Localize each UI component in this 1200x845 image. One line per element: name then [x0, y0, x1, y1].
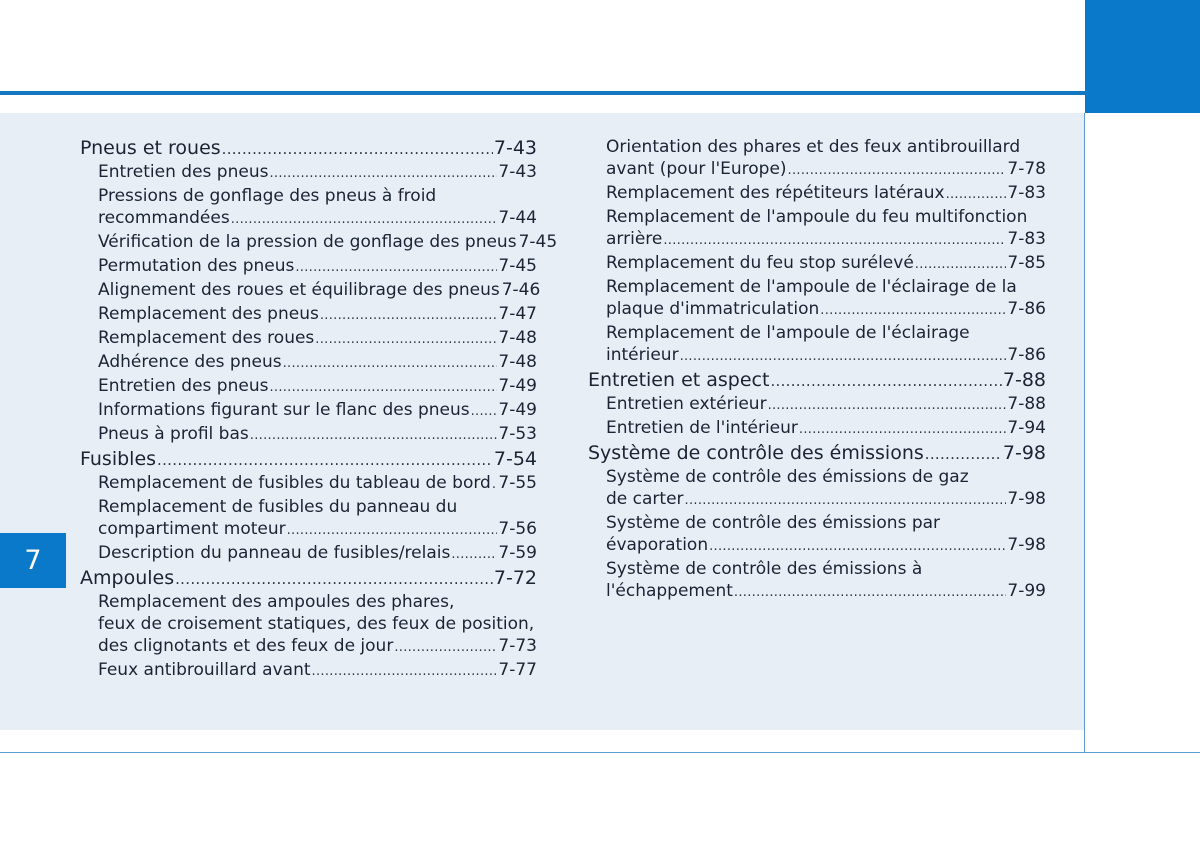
toc-entry-text-line: Remplacement de fusibles du panneau du — [98, 497, 458, 517]
chapter-number: 7 — [24, 545, 42, 576]
toc-entry-title: l'échappement — [606, 581, 733, 601]
toc-subentry[interactable] — [588, 206, 1046, 252]
dot-leader — [471, 401, 498, 423]
toc-subentry[interactable] — [80, 255, 537, 279]
dot-leader — [175, 567, 493, 591]
toc-entry-title: Fusibles — [80, 448, 157, 470]
toc-entry-row — [80, 447, 537, 472]
dot-leader — [946, 184, 1007, 206]
toc-entry-row — [606, 228, 1046, 252]
toc-subentry[interactable] — [80, 303, 537, 327]
toc-page-number: 7-45 — [498, 256, 537, 276]
toc-subentry[interactable] — [80, 496, 537, 542]
toc-subentry[interactable] — [588, 558, 1046, 604]
toc-entry-row — [80, 566, 537, 591]
dot-leader — [320, 305, 498, 327]
toc-subentry[interactable] — [588, 417, 1046, 441]
toc-subentry[interactable] — [588, 393, 1046, 417]
toc-entry-row — [606, 393, 1046, 417]
toc-entry-row — [606, 252, 1046, 276]
toc-entry-row — [606, 298, 1046, 322]
toc-entry-row — [98, 375, 537, 399]
toc-page-number: 7-83 — [1007, 229, 1046, 249]
toc-subentry[interactable] — [588, 322, 1046, 368]
toc-entry-text-line: Système de contrôle des émissions de gaz — [606, 467, 969, 487]
toc-section-entry[interactable] — [80, 566, 537, 591]
toc-page-number: 7-49 — [498, 376, 537, 396]
toc-entry-title: Entretien de l'intérieur — [606, 418, 798, 438]
toc-page-number: 7-72 — [493, 567, 537, 589]
toc-page-number: 7-59 — [498, 543, 537, 563]
toc-entry-text-line: feux de croisement statiques, des feux de position, — [98, 614, 535, 634]
margin-rule — [1084, 113, 1085, 753]
toc-entry-row — [98, 161, 537, 185]
toc-entry-text-line: Système de contrôle des émissions à — [606, 559, 923, 579]
toc-page-number: 7-55 — [498, 473, 537, 493]
toc-entry-title: compartiment moteur — [98, 519, 286, 539]
toc-entry-row — [98, 231, 558, 255]
toc-subentry[interactable] — [80, 399, 537, 423]
toc-entry-title: Entretien des pneus — [98, 376, 269, 396]
toc-entry-title: Remplacement des pneus — [98, 304, 319, 324]
toc-entry-title: Adhérence des pneus — [98, 352, 282, 372]
toc-entry-row — [98, 351, 537, 375]
dot-leader — [820, 300, 1006, 322]
toc-subentry[interactable] — [588, 252, 1046, 276]
header-rule — [0, 91, 1085, 95]
toc-page-number: 7-86 — [1007, 345, 1046, 365]
toc-entry-row — [606, 344, 1046, 368]
toc-entry-title: évaporation — [606, 535, 709, 555]
toc-page-number: 7-78 — [1007, 159, 1046, 179]
toc-entry-text-line: Remplacement de l'ampoule de l'éclairage — [606, 323, 970, 343]
toc-page-number: 7-54 — [493, 448, 537, 470]
dot-leader — [770, 369, 1001, 393]
toc-entry-title: Ampoules — [80, 567, 175, 589]
toc-section-entry[interactable] — [588, 441, 1046, 466]
toc-page-number: 7-94 — [1007, 418, 1046, 438]
toc-page-number: 7-77 — [498, 660, 537, 680]
toc-page-number: 7-56 — [498, 519, 537, 539]
toc-entry-row — [98, 327, 537, 351]
toc-page-number: 7-98 — [1007, 535, 1046, 555]
toc-page-number: 7-83 — [1007, 183, 1046, 203]
dot-leader — [283, 353, 498, 375]
toc-subentry[interactable] — [80, 591, 537, 659]
toc-column-left — [80, 136, 558, 683]
toc-section-entry[interactable] — [588, 368, 1046, 393]
dot-leader — [663, 230, 1006, 252]
toc-subentry[interactable] — [588, 276, 1046, 322]
toc-page-number: 7-53 — [498, 424, 537, 444]
dot-leader — [157, 448, 493, 472]
toc-entry-title: Alignement des roues et équilibrage des pneus — [98, 280, 500, 300]
dot-leader — [915, 254, 1007, 276]
toc-entry-row — [606, 488, 1046, 512]
toc-entry-row — [98, 542, 537, 566]
toc-entry-row — [98, 472, 537, 496]
toc-page-number: 7-45 — [518, 232, 558, 252]
toc-page-number: 7-43 — [498, 162, 537, 182]
toc-entry-title: Système de contrôle des émissions — [588, 442, 924, 464]
dot-leader — [685, 490, 1007, 512]
toc-entry-title: Entretien et aspect — [588, 369, 770, 391]
toc-subentry[interactable] — [80, 185, 537, 231]
toc-entry-row — [606, 158, 1046, 182]
toc-page-number: 7-86 — [1007, 299, 1046, 319]
dot-leader — [768, 395, 1007, 417]
toc-entry-row — [606, 417, 1046, 441]
dot-leader — [269, 377, 497, 399]
toc-page-number: 7-49 — [498, 400, 537, 420]
dot-leader — [315, 329, 497, 351]
toc-subentry[interactable] — [80, 161, 537, 185]
dot-leader — [269, 163, 497, 185]
dot-leader — [451, 544, 497, 566]
toc-section-entry[interactable] — [80, 136, 537, 161]
toc-page-number: 7-47 — [498, 304, 537, 324]
toc-subentry[interactable] — [588, 512, 1046, 558]
toc-page-number: 7-46 — [501, 280, 541, 300]
toc-entry-row — [606, 182, 1046, 206]
footer-rule — [0, 752, 1200, 753]
toc-entry-title: Pneus à profil bas — [98, 424, 249, 444]
toc-page-number: 7-43 — [493, 137, 537, 159]
corner-tab — [1085, 0, 1200, 113]
toc-page-number: 7-99 — [1007, 581, 1046, 601]
toc-entry-row — [606, 534, 1046, 558]
toc-subentry[interactable] — [80, 279, 541, 303]
toc-entry-title: Remplacement du feu stop surélevé — [606, 253, 914, 273]
dot-leader — [709, 536, 1006, 558]
dot-leader — [295, 257, 497, 279]
toc-entry-text-line: Orientation des phares et des feux antibrouillard — [606, 137, 1021, 157]
toc-entry-title: recommandées — [98, 208, 230, 228]
toc-page-number: 7-73 — [498, 636, 537, 656]
toc-entry-title: Pneus et roues — [80, 137, 221, 159]
dot-leader — [925, 442, 1002, 466]
toc-column-right — [588, 136, 1046, 604]
toc-entry-text-line: Pressions de gonflage des pneus à froid — [98, 186, 437, 206]
toc-entry-text-line: Système de contrôle des émissions par — [606, 513, 941, 533]
toc-entry-row — [98, 255, 537, 279]
toc-subentry[interactable] — [588, 182, 1046, 206]
toc-entry-text-line: Remplacement de l'ampoule du feu multifonction — [606, 207, 1028, 227]
dot-leader — [312, 661, 498, 683]
toc-entry-title: intérieur — [606, 345, 679, 365]
toc-entry-title: Remplacement des répétiteurs latéraux — [606, 183, 945, 203]
toc-entry-title: Feux antibrouillard avant — [98, 660, 311, 680]
toc-page-number: 7-98 — [1002, 442, 1046, 464]
dot-leader — [287, 520, 498, 542]
dot-leader — [231, 209, 498, 231]
toc-entry-title: Remplacement des roues — [98, 328, 315, 348]
toc-entry-row — [606, 580, 1046, 604]
toc-entry-title: Entretien des pneus — [98, 162, 269, 182]
dot-leader — [734, 582, 1007, 604]
toc-page-number: 7-48 — [498, 328, 537, 348]
toc-entry-text-line: Remplacement de l'ampoule de l'éclairage de la — [606, 277, 1017, 297]
toc-subentry[interactable] — [588, 466, 1046, 512]
toc-subentry[interactable] — [80, 472, 537, 496]
toc-entry-row — [98, 399, 537, 423]
dot-leader — [799, 419, 1007, 441]
dot-leader — [788, 160, 1007, 182]
dot-leader — [492, 474, 498, 496]
toc-page-number: 7-44 — [498, 208, 537, 228]
toc-page-number: 7-85 — [1007, 253, 1046, 273]
toc-entry-row — [98, 518, 537, 542]
toc-entry-row — [98, 279, 541, 303]
toc-subentry[interactable] — [80, 423, 537, 447]
toc-entry-row — [98, 207, 537, 231]
toc-entry-title: Description du panneau de fusibles/relais — [98, 543, 451, 563]
chapter-tab — [0, 533, 66, 588]
toc-entry-title: plaque d'immatriculation — [606, 299, 820, 319]
dot-leader — [394, 637, 497, 659]
toc-subentry[interactable] — [80, 327, 537, 351]
toc-entry-title: Permutation des pneus — [98, 256, 295, 276]
toc-entry-title: Vérification de la pression de gonflage des pneus — [98, 232, 517, 252]
toc-subentry[interactable] — [588, 136, 1046, 182]
toc-entry-row — [98, 303, 537, 327]
dot-leader — [680, 346, 1007, 368]
dot-leader — [250, 425, 498, 447]
toc-entry-row — [588, 441, 1046, 466]
toc-subentry[interactable] — [80, 231, 558, 255]
toc-entry-row — [588, 368, 1046, 393]
toc-page-number: 7-48 — [498, 352, 537, 372]
toc-subentry[interactable] — [80, 351, 537, 375]
dot-leader — [222, 137, 493, 161]
toc-entry-row — [98, 659, 537, 683]
toc-entry-title: des clignotants et des feux de jour — [98, 636, 394, 656]
toc-section-entry[interactable] — [80, 447, 537, 472]
toc-subentry[interactable] — [80, 659, 537, 683]
toc-entry-title: arrière — [606, 229, 663, 249]
toc-entry-title: avant (pour l'Europe) — [606, 159, 787, 179]
toc-page-number: 7-88 — [1007, 394, 1046, 414]
toc-entry-title: Remplacement de fusibles du tableau de bord — [98, 473, 491, 493]
toc-subentry[interactable] — [80, 542, 537, 566]
toc-entry-row — [98, 423, 537, 447]
toc-entry-row — [80, 136, 537, 161]
toc-page-number: 7-88 — [1002, 369, 1046, 391]
toc-entry-text-line: Remplacement des ampoules des phares, — [98, 592, 455, 612]
toc-subentry[interactable] — [80, 375, 537, 399]
toc-entry-title: Informations figurant sur le flanc des pneus — [98, 400, 470, 420]
toc-entry-title: Entretien extérieur — [606, 394, 767, 414]
toc-entry-title: de carter — [606, 489, 684, 509]
toc-entry-row — [98, 635, 537, 659]
toc-page-number: 7-98 — [1007, 489, 1046, 509]
